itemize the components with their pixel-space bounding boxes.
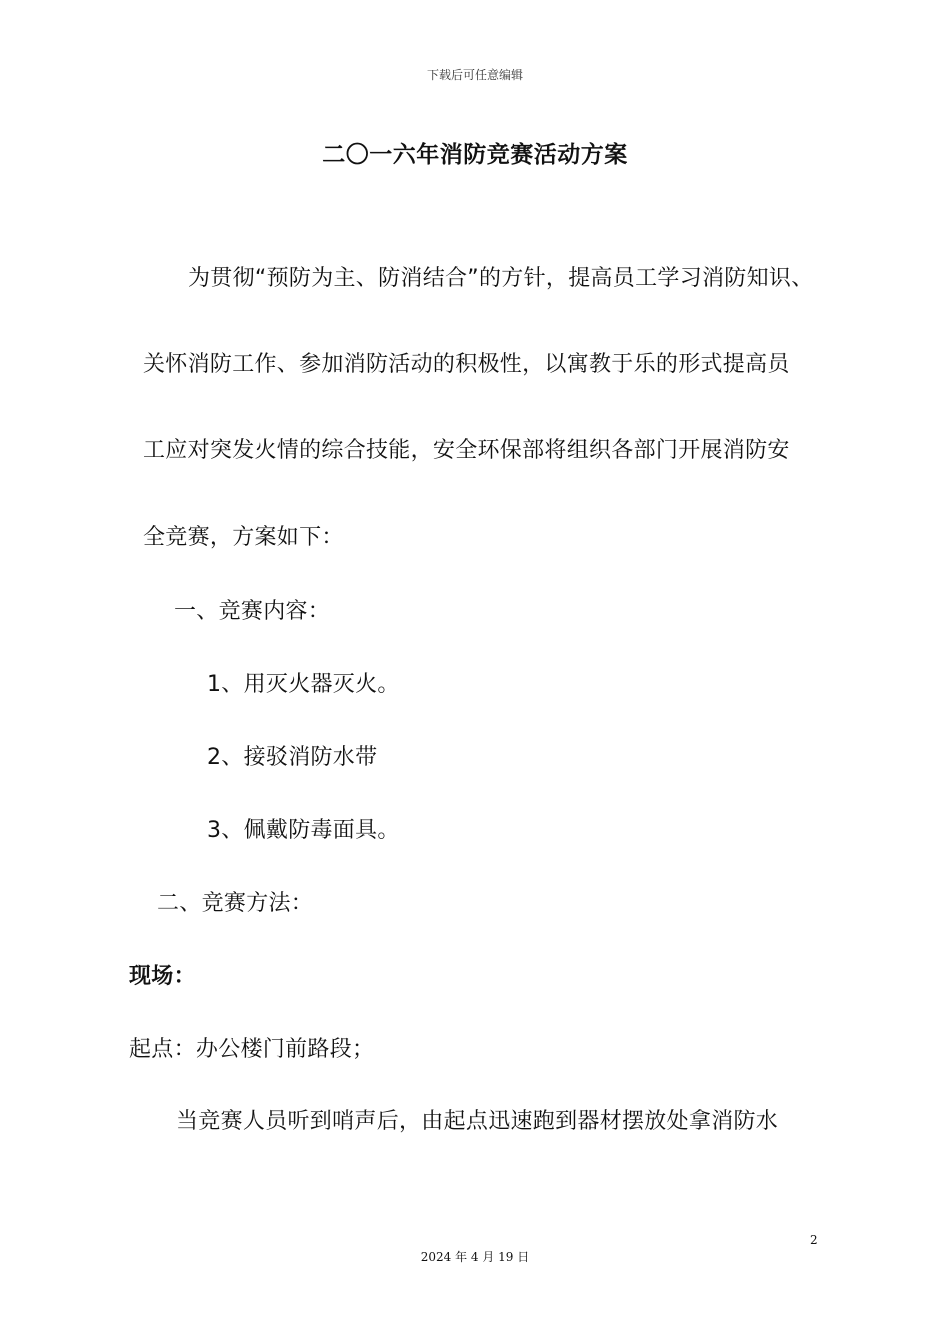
site-label: 现场： (129, 964, 196, 989)
document-title: 二〇一六年消防竞赛活动方案 (322, 142, 628, 168)
section1-heading: 一、竞赛内容： (174, 599, 331, 624)
intro-line-3: 工应对突发火情的综合技能，安全环保部将组织各部门开展消防安 (143, 438, 790, 463)
footer-date: 2024 年 4 月 19 日 (420, 1250, 530, 1264)
section1-item-3: 3、佩戴防毒面具。 (207, 818, 400, 843)
section1-item-2: 2、接驳消防水带 (207, 745, 378, 770)
page-number: 2 (810, 1233, 818, 1247)
intro-line-1: 为贯彻“预防为主、防消结合”的方针，提高员工学习消防知识、 (188, 266, 814, 291)
section1-item-1: 1、用灭火器灭火。 (207, 672, 400, 697)
page-header: 下载后可任意编辑 (426, 68, 523, 82)
start-point: 起点：办公楼门前路段； (129, 1037, 375, 1062)
intro-line-4: 全竞赛，方案如下： (143, 525, 344, 550)
process-line: 当竞赛人员听到哨声后，由起点迅速跑到器材摆放处拿消防水 (176, 1109, 779, 1134)
intro-line-2: 关怀消防工作、参加消防活动的积极性，以寓教于乐的形式提高员 (143, 352, 790, 377)
section2-heading: 二、竞赛方法： (157, 891, 314, 916)
